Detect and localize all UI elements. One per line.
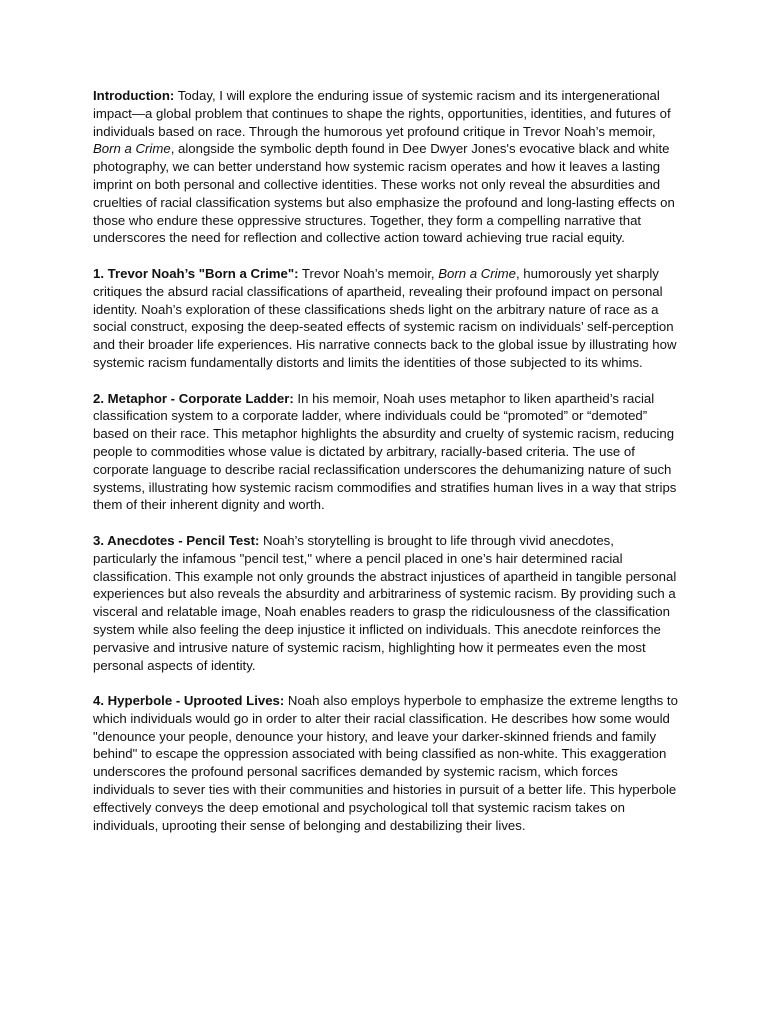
paragraph-introduction: [93, 87, 678, 247]
paragraph-text: Today, I will explore the enduring issue of systemic racism and its intergenerational impact—a global problem that continues to shape the rights, opportunities, identities, and futures of individuals based on race. Through the humorous yet profound critique in Trevor Noah’s memoir,: [93, 88, 671, 139]
book-title: Born a Crime: [438, 265, 516, 281]
paragraph-text: Noah also employs hyperbole to emphasize the extreme lengths to which individuals would go in order to alter their racial classification. He describes how some would "denounce your people, denounce your history, and leave your darker-skinned friends and family behind" to escape the oppression associated with being classified as non-white. This exaggeration underscores the profound personal sacrifices demanded by systemic racism, which forces individuals to sever ties with their communities and histories in pursuit of a better life. This hyperbole effectively conveys the deep emotional and psychological toll that systemic racism takes on individuals, uprooting their sense of belonging and destabilizing their lives.: [93, 693, 678, 833]
paragraph-heading: 4. Hyperbole - Uprooted Lives:: [93, 693, 285, 709]
paragraph-text: Noah’s storytelling is brought to life through vivid anecdotes, particularly the infamous "pencil test," where a pencil placed in one’s hair determined racial classification. This example not only grounds the abstract injustices of apartheid in tangible personal experiences but also reveals the absurdity and arbitrariness of systemic racism. By providing such a visceral and relatable image, Noah enables readers to grasp the ridiculousness of the classification system while also feeling the deep injustice it inflicted on individuals. This anecdote reinforces the pervasive and intrusive nature of systemic racism, highlighting how it permeates even the most personal aspects of identity.: [93, 532, 677, 673]
paragraph-heading: 2. Metaphor - Corporate Ladder:: [93, 390, 294, 406]
paragraph-born-a-crime: [93, 265, 678, 372]
paragraph-text: In his memoir, Noah uses metaphor to liken apartheid’s racial classification system to a corporate ladder, where individuals could be “promoted” or “demoted” based on their race. This metaphor highlights the absurdity and cruelty of systemic racism, reducing people to commodities whose value is dictated by arbitrary, racially-based criteria. The use of corporate language to describe racial reclassification underscores the dehumanizing nature of such systems, illustrating how systemic racism commodifies and stratifies human lives in a way that strips them of their inherent dignity and worth.: [93, 390, 677, 513]
paragraph-heading: 3. Anecdotes - Pencil Test:: [93, 532, 260, 548]
paragraph-hyperbole: [93, 692, 678, 834]
paragraph-text: , humorously yet sharply critiques the absurd racial classifications of apartheid, revealing their profound impact on personal identity. Noah’s exploration of these classifications sheds light on the arbitrary nature of race as a social construct, exposing the deep-seated effects of systemic racism on individuals’ self-perception and their broader life experiences. His narrative connects back to the global issue by illustrating how systemic racism fundamentally distorts and limits the identities of those subjected to its whims.: [93, 265, 677, 370]
document-page: [93, 87, 678, 852]
paragraph-metaphor: [93, 390, 678, 515]
paragraph-text: Trevor Noah’s memoir,: [298, 265, 439, 281]
paragraph-heading: Introduction:: [93, 88, 175, 103]
book-title: Born a Crime: [93, 141, 171, 157]
paragraph-text: , alongside the symbolic depth found in Dee Dwyer Jones's evocative black and white photography, we can better understand how systemic racism operates and how it leaves a lasting imprint on both personal and collective identities. These works not only reveal the absurdities and cruelties of racial classification systems but also emphasize the profound and long-lasting effects on those who endure these oppressive structures. Together, they form a compelling narrative that underscores the need for reflection and collective action toward achieving true racial equity.: [93, 141, 675, 246]
paragraph-heading: 1. Trevor Noah’s "Born a Crime":: [93, 265, 299, 281]
paragraph-anecdotes: [93, 532, 678, 674]
